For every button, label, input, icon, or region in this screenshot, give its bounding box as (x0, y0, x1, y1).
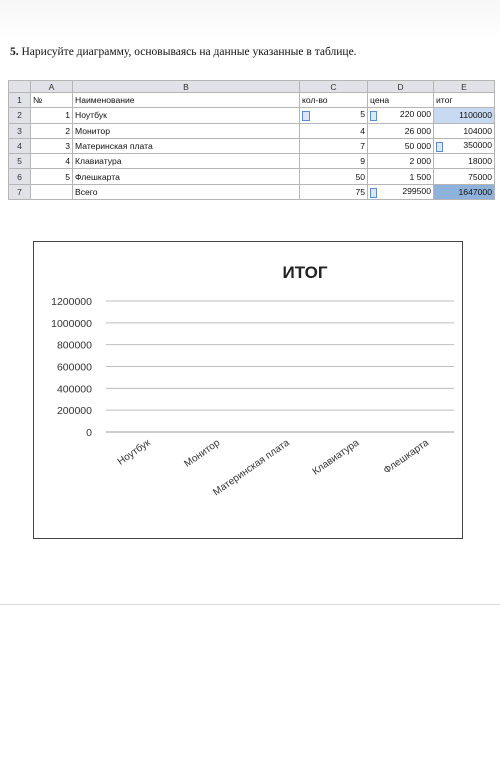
corner-cell (9, 81, 31, 93)
cell-e4-value: 350000 (463, 140, 492, 151)
spreadsheet (8, 80, 495, 200)
cell-b7[interactable]: Всего (73, 184, 300, 199)
cell-c3[interactable]: 4 (300, 123, 368, 138)
x-tick-label: Флешкарта (381, 437, 431, 477)
chart-canvas (34, 242, 462, 538)
cell-e1[interactable]: итог (434, 93, 495, 108)
cell-b1[interactable]: Наименование (73, 93, 300, 108)
y-tick-label: 400000 (56, 383, 92, 396)
cell-d1[interactable]: цена (368, 93, 434, 108)
cell-a5[interactable]: 4 (31, 154, 73, 169)
x-tick-label: Ноутбук (115, 437, 153, 468)
cell-b3[interactable]: Монитор (73, 123, 300, 138)
table-row (9, 184, 495, 199)
cell-d6[interactable]: 1 500 (368, 169, 434, 184)
cell-d3[interactable]: 26 000 (368, 123, 434, 138)
column-header-c[interactable]: C (300, 81, 368, 93)
data-bar (370, 188, 377, 198)
cell-d5[interactable]: 2 000 (368, 154, 434, 169)
cell-a7[interactable] (31, 184, 73, 199)
cell-d4[interactable]: 50 000 (368, 138, 434, 153)
cell-e6[interactable]: 75000 (434, 169, 495, 184)
chart-frame (33, 241, 463, 539)
row-number[interactable]: 4 (9, 138, 31, 153)
cell-b5[interactable]: Клавиатура (73, 154, 300, 169)
y-tick-label: 0 (86, 427, 92, 439)
cell-d7[interactable] (368, 184, 434, 199)
table-row (9, 138, 495, 153)
table-row (9, 108, 495, 123)
cell-e2[interactable]: 1100000 (434, 108, 495, 123)
table-row (9, 123, 495, 138)
table-row (9, 169, 495, 184)
task-text: Нарисуйте диаграмму, основываясь на данные указанные в таблице. (21, 46, 357, 58)
data-bar (436, 142, 443, 152)
cell-c4[interactable]: 7 (300, 138, 368, 153)
x-tick-label: Материнская плата (211, 437, 292, 499)
y-tick-label: 1200000 (51, 296, 92, 308)
cell-d2-value: 220 000 (399, 109, 431, 120)
y-tick-label: 200000 (56, 405, 92, 418)
task-statement (10, 46, 490, 58)
column-header-a[interactable]: A (31, 81, 73, 93)
cell-c7[interactable]: 75 (300, 184, 368, 199)
row-number[interactable]: 5 (9, 154, 31, 169)
row-number[interactable]: 1 (9, 93, 31, 108)
table-row (9, 154, 495, 169)
cell-b6[interactable]: Флешкарта (73, 169, 300, 184)
cell-e4[interactable] (434, 138, 495, 153)
cell-b4[interactable]: Материнская плата (73, 138, 300, 153)
cell-e5[interactable]: 18000 (434, 154, 495, 169)
cell-a6[interactable]: 5 (31, 169, 73, 184)
chart-title: ИТОГ (282, 263, 328, 282)
y-tick-label: 800000 (56, 339, 92, 352)
cell-e7[interactable]: 1647000 (434, 184, 495, 199)
column-header-row (9, 81, 495, 93)
page-divider (0, 604, 500, 605)
cell-c5[interactable]: 9 (300, 154, 368, 169)
cell-c6[interactable]: 50 (300, 169, 368, 184)
cell-d7-value: 299500 (402, 185, 431, 196)
data-bar (370, 111, 377, 121)
column-header-e[interactable]: E (434, 81, 495, 93)
x-tick-label: Монитор (182, 437, 223, 470)
column-header-b[interactable]: B (73, 81, 300, 93)
y-tick-label: 1000000 (51, 317, 92, 330)
cell-a4[interactable]: 3 (31, 138, 73, 153)
row-number[interactable]: 2 (9, 108, 31, 123)
y-tick-label: 600000 (56, 361, 92, 374)
cell-d2[interactable] (368, 108, 434, 123)
data-bar (302, 111, 310, 121)
cell-e3[interactable]: 104000 (434, 123, 495, 138)
row-number[interactable]: 6 (9, 169, 31, 184)
column-header-d[interactable]: D (368, 81, 434, 93)
cell-b2[interactable]: Ноутбук (73, 108, 300, 123)
row-number[interactable]: 7 (9, 184, 31, 199)
cell-c2-value: 5 (360, 109, 365, 120)
cell-c2[interactable] (300, 108, 368, 123)
page-top-shade (0, 0, 500, 40)
cell-c1[interactable]: кол-во (300, 93, 368, 108)
table-row (9, 93, 495, 108)
cell-a1[interactable]: № (31, 93, 73, 108)
cell-a2[interactable]: 1 (31, 108, 73, 123)
x-tick-label: Клавиатура (310, 437, 362, 478)
cell-a3[interactable]: 2 (31, 123, 73, 138)
row-number[interactable]: 3 (9, 123, 31, 138)
task-number: 5. (10, 46, 19, 58)
